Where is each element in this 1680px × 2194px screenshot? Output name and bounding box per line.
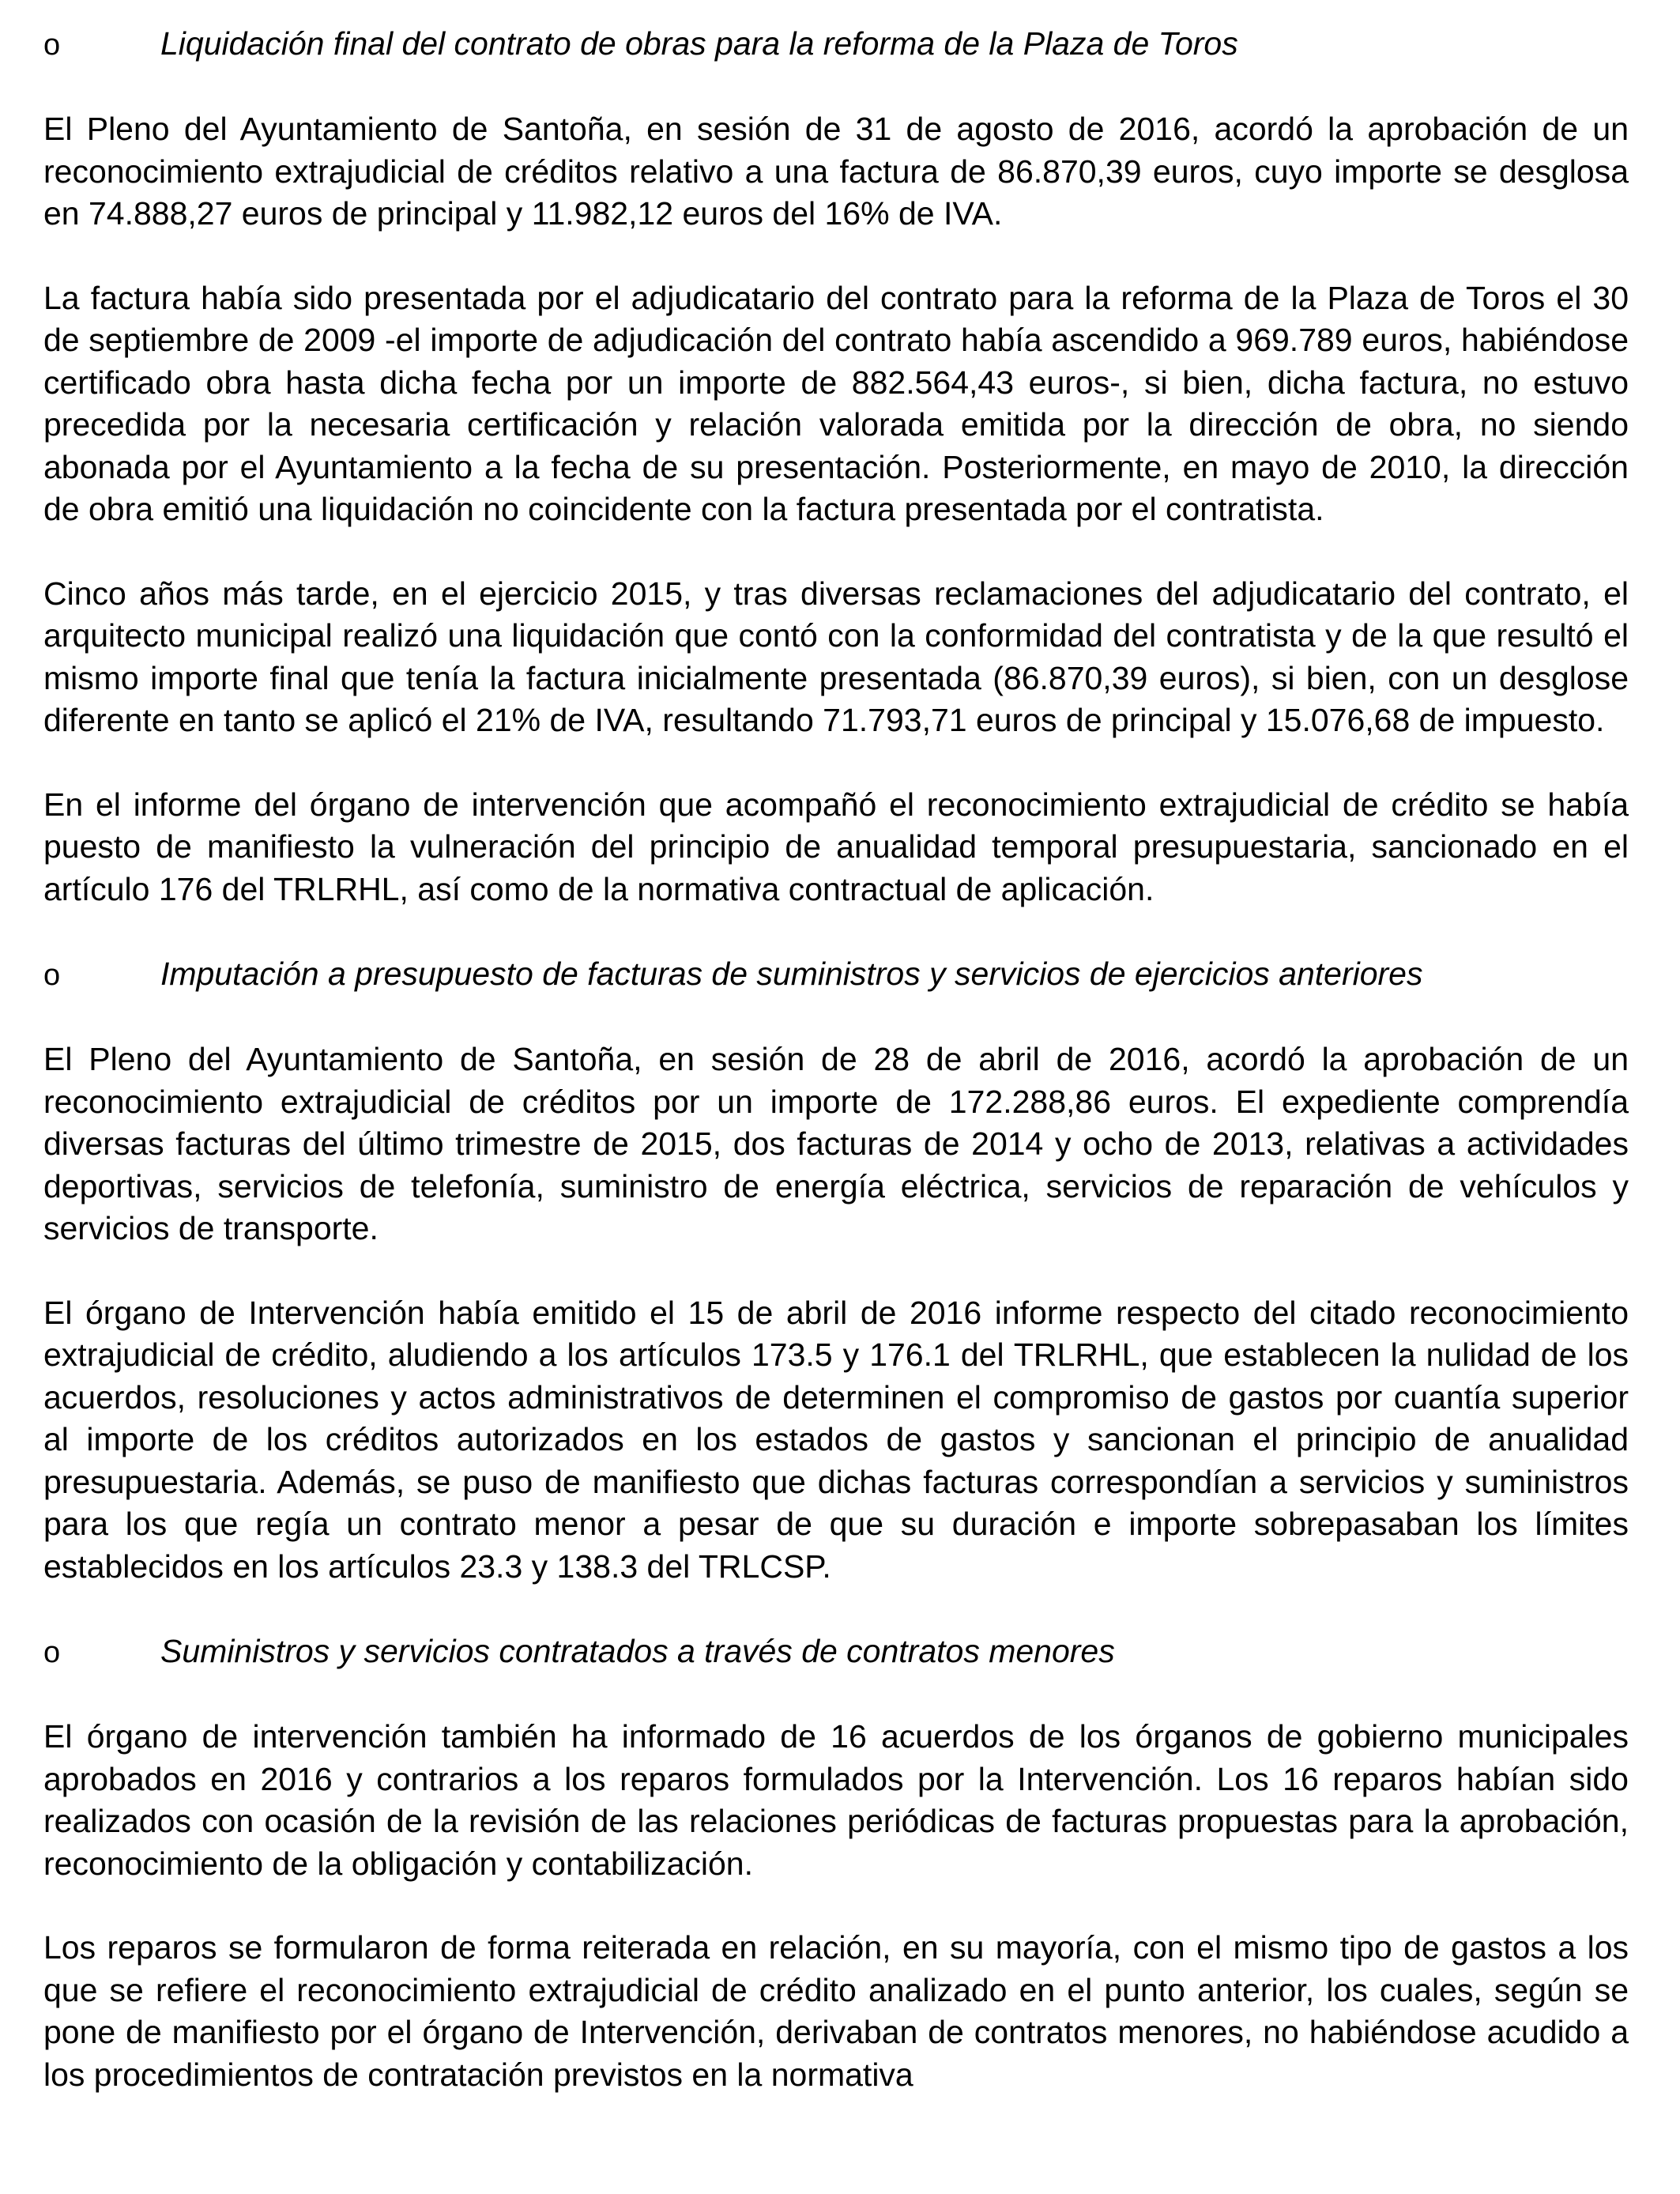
paragraph: Cinco años más tarde, en el ejercicio 2015, y tras diversas reclamaciones del adjudicatario del contrato, el arquitecto municipal realizó una liquidación que contó con la conformidad del contratista y de la que resultó el mismo importe final que tenía la factura inicialmente presentada (86.870,39 euros), si bien, con un desglose diferente en tanto se aplicó el 21% de IVA, resultando 71.793,71 euros de principal y 15.076,68 de impuesto. [43,575,1629,738]
bullet-marker: o [43,1636,61,1669]
paragraph: El órgano de Intervención había emitido el 15 de abril de 2016 informe respecto del citado reconocimiento extrajudicial de crédito, aludiendo a los artículos 173.5 y 176.1 del TRLRHL, que establecen la nulidad de los acuerdos, resoluciones y actos administrativos de determinen el compromiso de gastos por cuantía superior al importe de los créditos autorizados en los estados de gastos y sancionan el principio de anualidad presupuestaria. Además, se puso de manifiesto que dichas facturas correspondían a servicios y suministros para los que regía un contrato menor a pesar de que su duración e importe sobrepasaban los límites establecidos en los artículos 23.3 y 138.3 del TRLCSP. [43,1294,1629,1585]
bullet-marker: o [43,959,61,992]
bullet-marker: o [43,28,61,62]
paragraph: La factura había sido presentada por el adjudicatario del contrato para la reforma de la Plaza de Toros el 30 de septiembre de 2009 -el importe de adjudicación del contrato había ascendido a 969.789 euros, habiéndose certificado obra hasta dicha fecha por un importe de 882.564,43 euros-, si bien, dicha factura, no estuvo precedida por la necesaria certificación y relación valorada emitida por la dirección de obra, no siendo abonada por el Ayuntamiento a la fecha de su presentación. Posteriormente, en mayo de 2010, la dirección de obra emitió una liquidación no coincidente con la factura presentada por el contratista. [43,279,1629,527]
paragraph: Los reparos se formularon de forma reiterada en relación, en su mayoría, con el mismo tipo de gastos a los que se refiere el reconocimiento extrajudicial de crédito analizado en el punto anterior, los cuales, según se pone de manifiesto por el órgano de Intervención, derivaban de contratos menores, no habiéndose acudido a los procedimientos de contratación previstos en la normativa [43,1929,1629,2093]
section-title: Liquidación final del contrato de obras para la reforma de la Plaza de Toros [160,25,1238,62]
section-heading [43,952,1629,997]
paragraph: El Pleno del Ayuntamiento de Santoña, en sesión de 31 de agosto de 2016, acordó la aprobación de un reconocimiento extrajudicial de créditos relativo a una factura de 86.870,39 euros, cuyo importe se desglosa en 74.888,27 euros de principal y 11.982,12 euros del 16% de IVA. [43,111,1629,232]
paragraph: El Pleno del Ayuntamiento de Santoña, en sesión de 28 de abril de 2016, acordó la aprobación de un reconocimiento extrajudicial de créditos por un importe de 172.288,86 euros. El expediente comprendía diversas facturas del último trimestre de 2015, dos facturas de 2014 y ocho de 2013, relativas a actividades deportivas, servicios de telefonía, suministro de energía eléctrica, servicios de reparación de vehículos y servicios de transporte. [43,1041,1629,1246]
section-title: Suministros y servicios contratados a través de contratos menores [160,1633,1115,1669]
paragraph: El órgano de intervención también ha informado de 16 acuerdos de los órganos de gobierno municipales aprobados en 2016 y contrarios a los reparos formulados por la Intervención. Los 16 reparos habían sido realizados con ocasión de la revisión de las relaciones periódicas de facturas propuestas para la aprobación, reconocimiento de la obligación y contabilización. [43,1718,1629,1882]
section-title: Imputación a presupuesto de facturas de suministros y servicios de ejercicios anteriores [160,956,1423,992]
section-heading [43,1630,1629,1674]
document-page [43,22,1629,2096]
section-heading [43,22,1629,66]
paragraph: En el informe del órgano de intervención que acompañó el reconocimiento extrajudicial de crédito se había puesto de manifiesto la vulneración del principio de anualidad temporal presupuestaria, sancionado en el artículo 176 del TRLRHL, así como de la normativa contractual de aplicación. [43,786,1629,907]
